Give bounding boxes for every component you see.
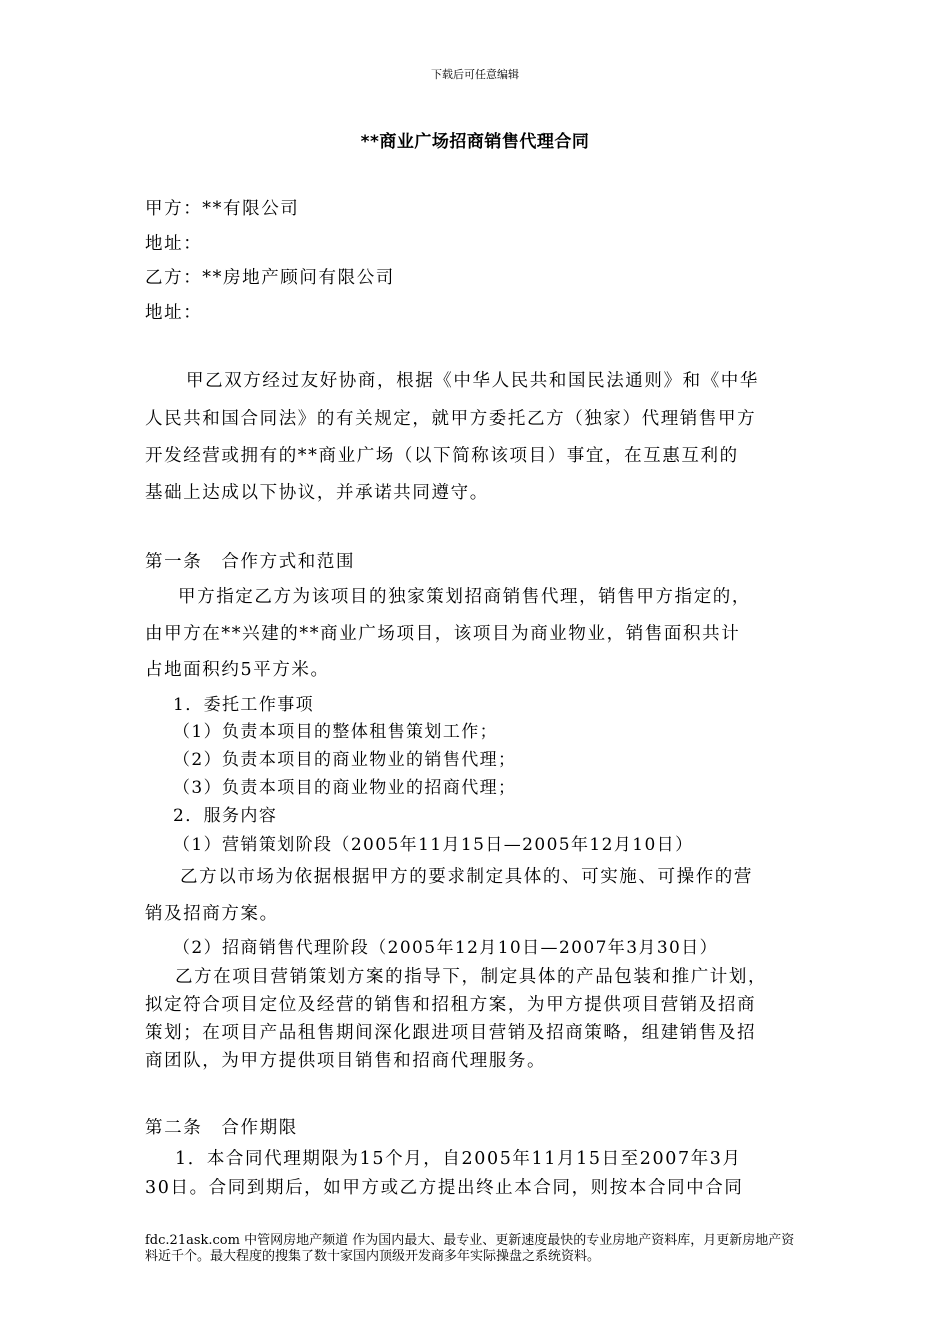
- intro-line: 基础上达成以下协议，并承诺共同遵守。: [145, 483, 489, 503]
- intro-line: 甲乙双方经过友好协商，根据《中华人民共和国民法通则》和《中华: [186, 371, 759, 391]
- article-2-heading: 第二条 合作期限: [145, 1118, 298, 1138]
- article-2-line: 30日。合同到期后，如甲方或乙方提出终止本合同，则按本合同中合同: [145, 1178, 744, 1198]
- article-1-item: 2．服务内容: [173, 806, 278, 826]
- party-b-address: 地址：: [145, 303, 203, 323]
- article-1-item: （2）负责本项目的商业物业的销售代理；: [173, 750, 517, 770]
- article-1-line: 由甲方在**兴建的**商业广场项目，该项目为商业物业，销售面积共计: [145, 624, 741, 644]
- article-1-line: 策划；在项目产品租售期间深化跟进项目营销及招商策略，组建销售及招: [145, 1023, 757, 1043]
- article-1-line: 乙方在项目营销策划方案的指导下，制定具体的产品包装和推广计划，: [175, 967, 768, 987]
- article-1-line: 拟定符合项目定位及经营的销售和招租方案，为甲方提供项目营销及招商: [145, 995, 757, 1015]
- page-header: 下载后可任意编辑: [431, 68, 519, 81]
- party-a-address: 地址：: [145, 234, 203, 254]
- party-a: 甲方：**有限公司: [145, 199, 300, 219]
- article-2-line: 1．本合同代理期限为15个月，自2005年11月15日至2007年3月: [175, 1149, 742, 1169]
- article-1-item: 1．委托工作事项: [173, 695, 315, 715]
- article-1-item: （2）招商销售代理阶段（2005年12月10日—2007年3月30日）: [173, 938, 719, 958]
- article-1-item: （1）营销策划阶段（2005年11月15日—2005年12月10日）: [173, 835, 694, 855]
- intro-line: 开发经营或拥有的**商业广场（以下简称该项目）事宜，在互惠互利的: [145, 446, 739, 466]
- intro-line: 人民共和国合同法》的有关规定，就甲方委托乙方（独家）代理销售甲方: [145, 409, 757, 429]
- document-title: **商业广场招商销售代理合同: [360, 132, 590, 152]
- article-1-item: （1）负责本项目的整体租售策划工作；: [173, 722, 499, 742]
- article-1-line: 商团队，为甲方提供项目销售和招商代理服务。: [145, 1051, 547, 1071]
- party-b: 乙方：**房地产顾问有限公司: [145, 268, 395, 288]
- article-1-line: 乙方以市场为依据根据甲方的要求制定具体的、可实施、可操作的营: [180, 867, 753, 887]
- article-1-line: 销及招商方案。: [145, 904, 279, 924]
- page-footer: fdc.21ask.com 中管网房地产频道 作为国内最大、最专业、更新速度最快的专业房地产资料库，月更新房地产资料近千个。最大程度的搜集了数十家国内顶级开发商多年实际操盘之系统资料。: [145, 1233, 795, 1264]
- article-1-item: （3）负责本项目的商业物业的招商代理；: [173, 778, 517, 798]
- article-1-line: 占地面积约5平方米。: [145, 660, 330, 680]
- article-1-line: 甲方指定乙方为该项目的独家策划招商销售代理，销售甲方指定的，: [178, 587, 751, 607]
- article-1-heading: 第一条 合作方式和范围: [145, 552, 356, 572]
